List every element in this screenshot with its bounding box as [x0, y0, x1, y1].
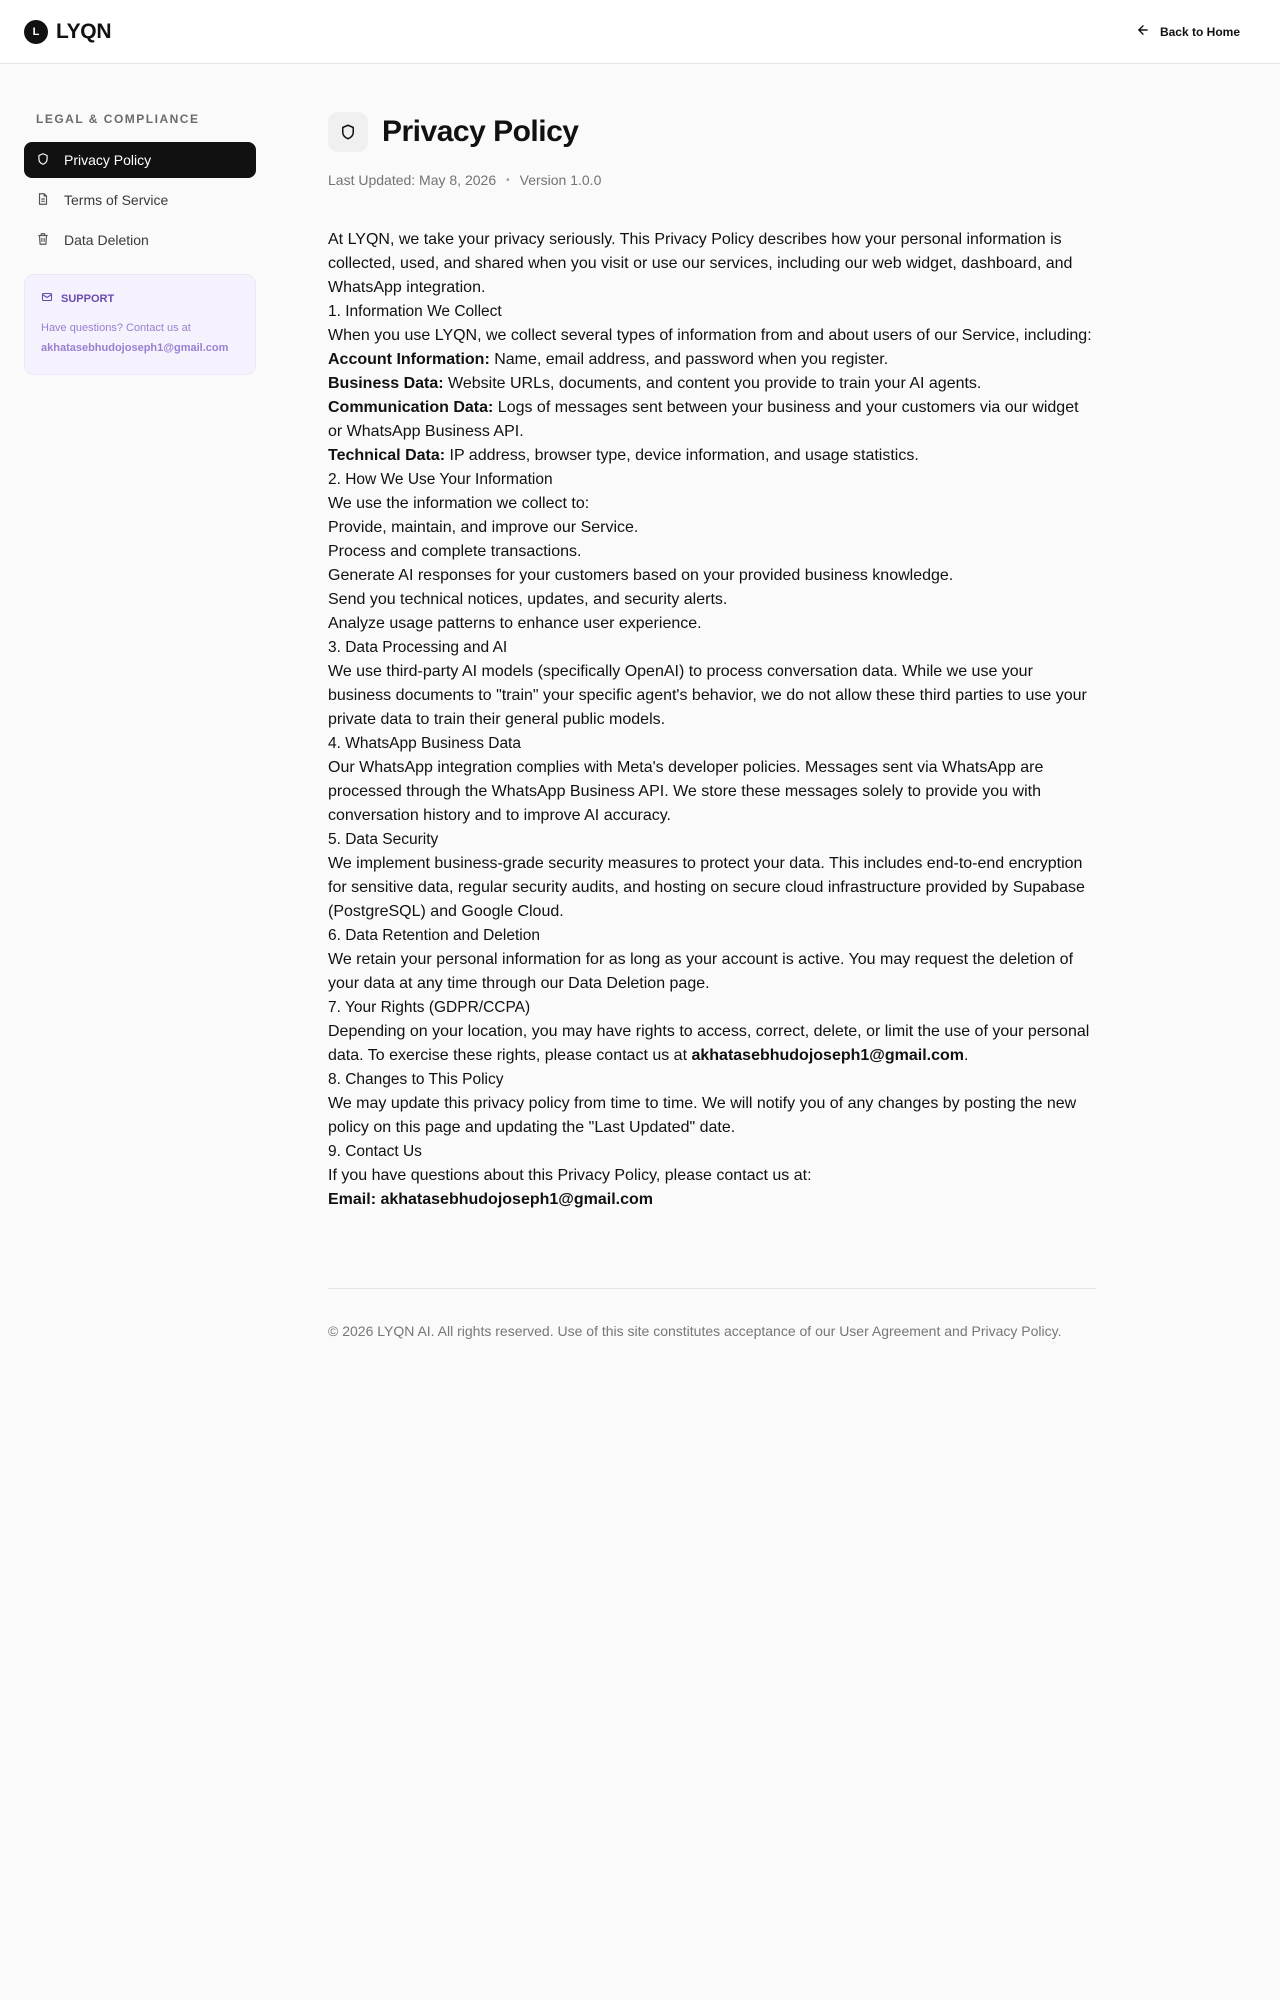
shield-icon	[36, 152, 50, 169]
section-heading: 4. WhatsApp Business Data	[328, 735, 521, 752]
sidebar-item-label: Privacy Policy	[64, 152, 152, 168]
mail-icon	[41, 291, 53, 306]
section-heading: 1. Information We Collect	[328, 303, 502, 320]
list-item-term: Technical Data:	[328, 447, 446, 464]
contact-email-link[interactable]: Email: akhatasebhudojoseph1@gmail.com	[328, 1191, 654, 1208]
page-meta	[328, 172, 1096, 188]
list-item: Generate AI responses for your customers based on your provided business knowledge.	[328, 567, 954, 584]
section-text: If you have questions about this Privacy Policy, please contact us at:	[328, 1167, 812, 1184]
list-item	[328, 348, 1096, 372]
rights-text-end: .	[964, 1047, 969, 1064]
section-text: We retain your personal information for as long as your account is active. You may request the deletion of your data at any time through our Data Deletion page.	[328, 951, 1074, 992]
support-card	[24, 274, 256, 375]
back-to-home-label: Back to Home	[1159, 24, 1240, 39]
legal-sidebar	[0, 64, 280, 1341]
section-text: We may update this privacy policy from time to time. We will notify you of any changes by posting the new policy on this page and updating the "Last Updated" date.	[328, 1095, 1077, 1136]
page-title: Privacy Policy	[382, 115, 579, 148]
section-heading: 5. Data Security	[328, 831, 439, 848]
last-updated: Last Updated: May 8, 2026	[328, 172, 497, 188]
list-item-desc: IP address, browser type, device information, and usage statistics.	[445, 447, 919, 464]
footer-divider	[328, 1288, 1096, 1289]
version: Version 1.0.0	[519, 172, 602, 188]
section-heading: 6. Data Retention and Deletion	[328, 927, 540, 944]
rights-email-link[interactable]: akhatasebhudojoseph1@gmail.com	[691, 1047, 965, 1064]
brand-name: LYQN	[56, 19, 112, 43]
intro-paragraph: At LYQN, we take your privacy seriously. This Privacy Policy describes how your personal information is collected, used, and shared when you visit or use our services, including our web widget, dashboard, and WhatsApp integration.	[328, 231, 1073, 296]
list-item: Send you technical notices, updates, and security alerts.	[328, 591, 728, 608]
sidebar-heading: LEGAL & COMPLIANCE	[36, 112, 200, 126]
sidebar-item-label: Data Deletion	[64, 232, 149, 248]
list-item	[328, 372, 1096, 396]
document-icon	[36, 192, 50, 209]
sidebar-item-label: Terms of Service	[64, 192, 169, 208]
section-heading: 2. How We Use Your Information	[328, 471, 553, 488]
support-title: SUPPORT	[61, 292, 115, 305]
list-item: Analyze usage patterns to enhance user experience.	[328, 615, 702, 632]
list-item-term: Business Data:	[328, 375, 444, 392]
list-item-desc: Logs of messages sent between your business and your customers via our widget or WhatsApp Business API.	[328, 399, 1079, 440]
sidebar-item-terms-of-service[interactable]	[24, 182, 256, 218]
section-heading: 7. Your Rights (GDPR/CCPA)	[328, 999, 531, 1016]
section-heading: 3. Data Processing and AI	[328, 639, 508, 656]
meta-separator: •	[506, 174, 510, 186]
footer-text: © 2026 LYQN AI. All rights reserved. Use of this site constitutes acceptance of our User Agreement and Privacy Policy.	[328, 1323, 1062, 1339]
sidebar-item-privacy-policy[interactable]	[24, 142, 256, 178]
top-navbar	[0, 0, 1280, 64]
brand-badge-icon: L	[24, 20, 48, 44]
section-text: We implement business-grade security measures to protect your data. This includes end-to-end encryption for sensitive data, regular security audits, and hosting on secure cloud infrastructure provided by Supabase (PostgreSQL) and Google Cloud.	[328, 855, 1085, 920]
list-item: Process and complete transactions.	[328, 543, 582, 560]
shield-icon	[328, 112, 368, 152]
trash-icon	[36, 232, 50, 249]
list-item-desc: Name, email address, and password when you register.	[489, 351, 889, 368]
section-text	[328, 1020, 1096, 1068]
section-text: We use the information we collect to:	[328, 495, 590, 512]
support-heading	[41, 291, 239, 306]
list-item	[328, 396, 1096, 444]
section-text: We use third-party AI models (specifically OpenAI) to process conversation data. While we use your business documents to "train" your specific agent's behavior, we do not allow these third parties to use your private data to train their general public models.	[328, 663, 1087, 728]
section-heading: 9. Contact Us	[328, 1143, 422, 1160]
list-item-desc: Website URLs, documents, and content you provide to train your AI agents.	[443, 375, 982, 392]
support-email-link[interactable]: akhatasebhudojoseph1@gmail.com	[41, 342, 229, 354]
rights-text: Depending on your location, you may have rights to access, correct, delete, or limit the use of your personal data. To exercise these rights, please contact us at	[328, 1023, 1090, 1064]
page-header	[328, 112, 1096, 152]
list-item: Provide, maintain, and improve our Service.	[328, 519, 639, 536]
brand-logo[interactable]	[24, 20, 111, 44]
contact-email	[328, 1188, 1096, 1212]
list-item	[328, 444, 1096, 468]
section-heading: 8. Changes to This Policy	[328, 1071, 504, 1088]
list-item-term: Account Information:	[328, 351, 490, 368]
arrow-left-icon	[1136, 23, 1150, 40]
section-text: When you use LYQN, we collect several types of information from and about users of our Service, including:	[328, 327, 1092, 344]
section-text: Our WhatsApp integration complies with Meta's developer policies. Messages sent via WhatsApp are processed through the WhatsApp Business API. We store these messages solely to provide you with conversation history and to improve AI accuracy.	[328, 759, 1044, 824]
policy-content	[328, 228, 1096, 1212]
back-to-home-link[interactable]	[1136, 23, 1240, 40]
support-text: Have questions? Contact us at	[41, 322, 191, 334]
policy-main	[328, 64, 1096, 1341]
list-item-term: Communication Data:	[328, 399, 494, 416]
sidebar-item-data-deletion[interactable]	[24, 222, 256, 258]
